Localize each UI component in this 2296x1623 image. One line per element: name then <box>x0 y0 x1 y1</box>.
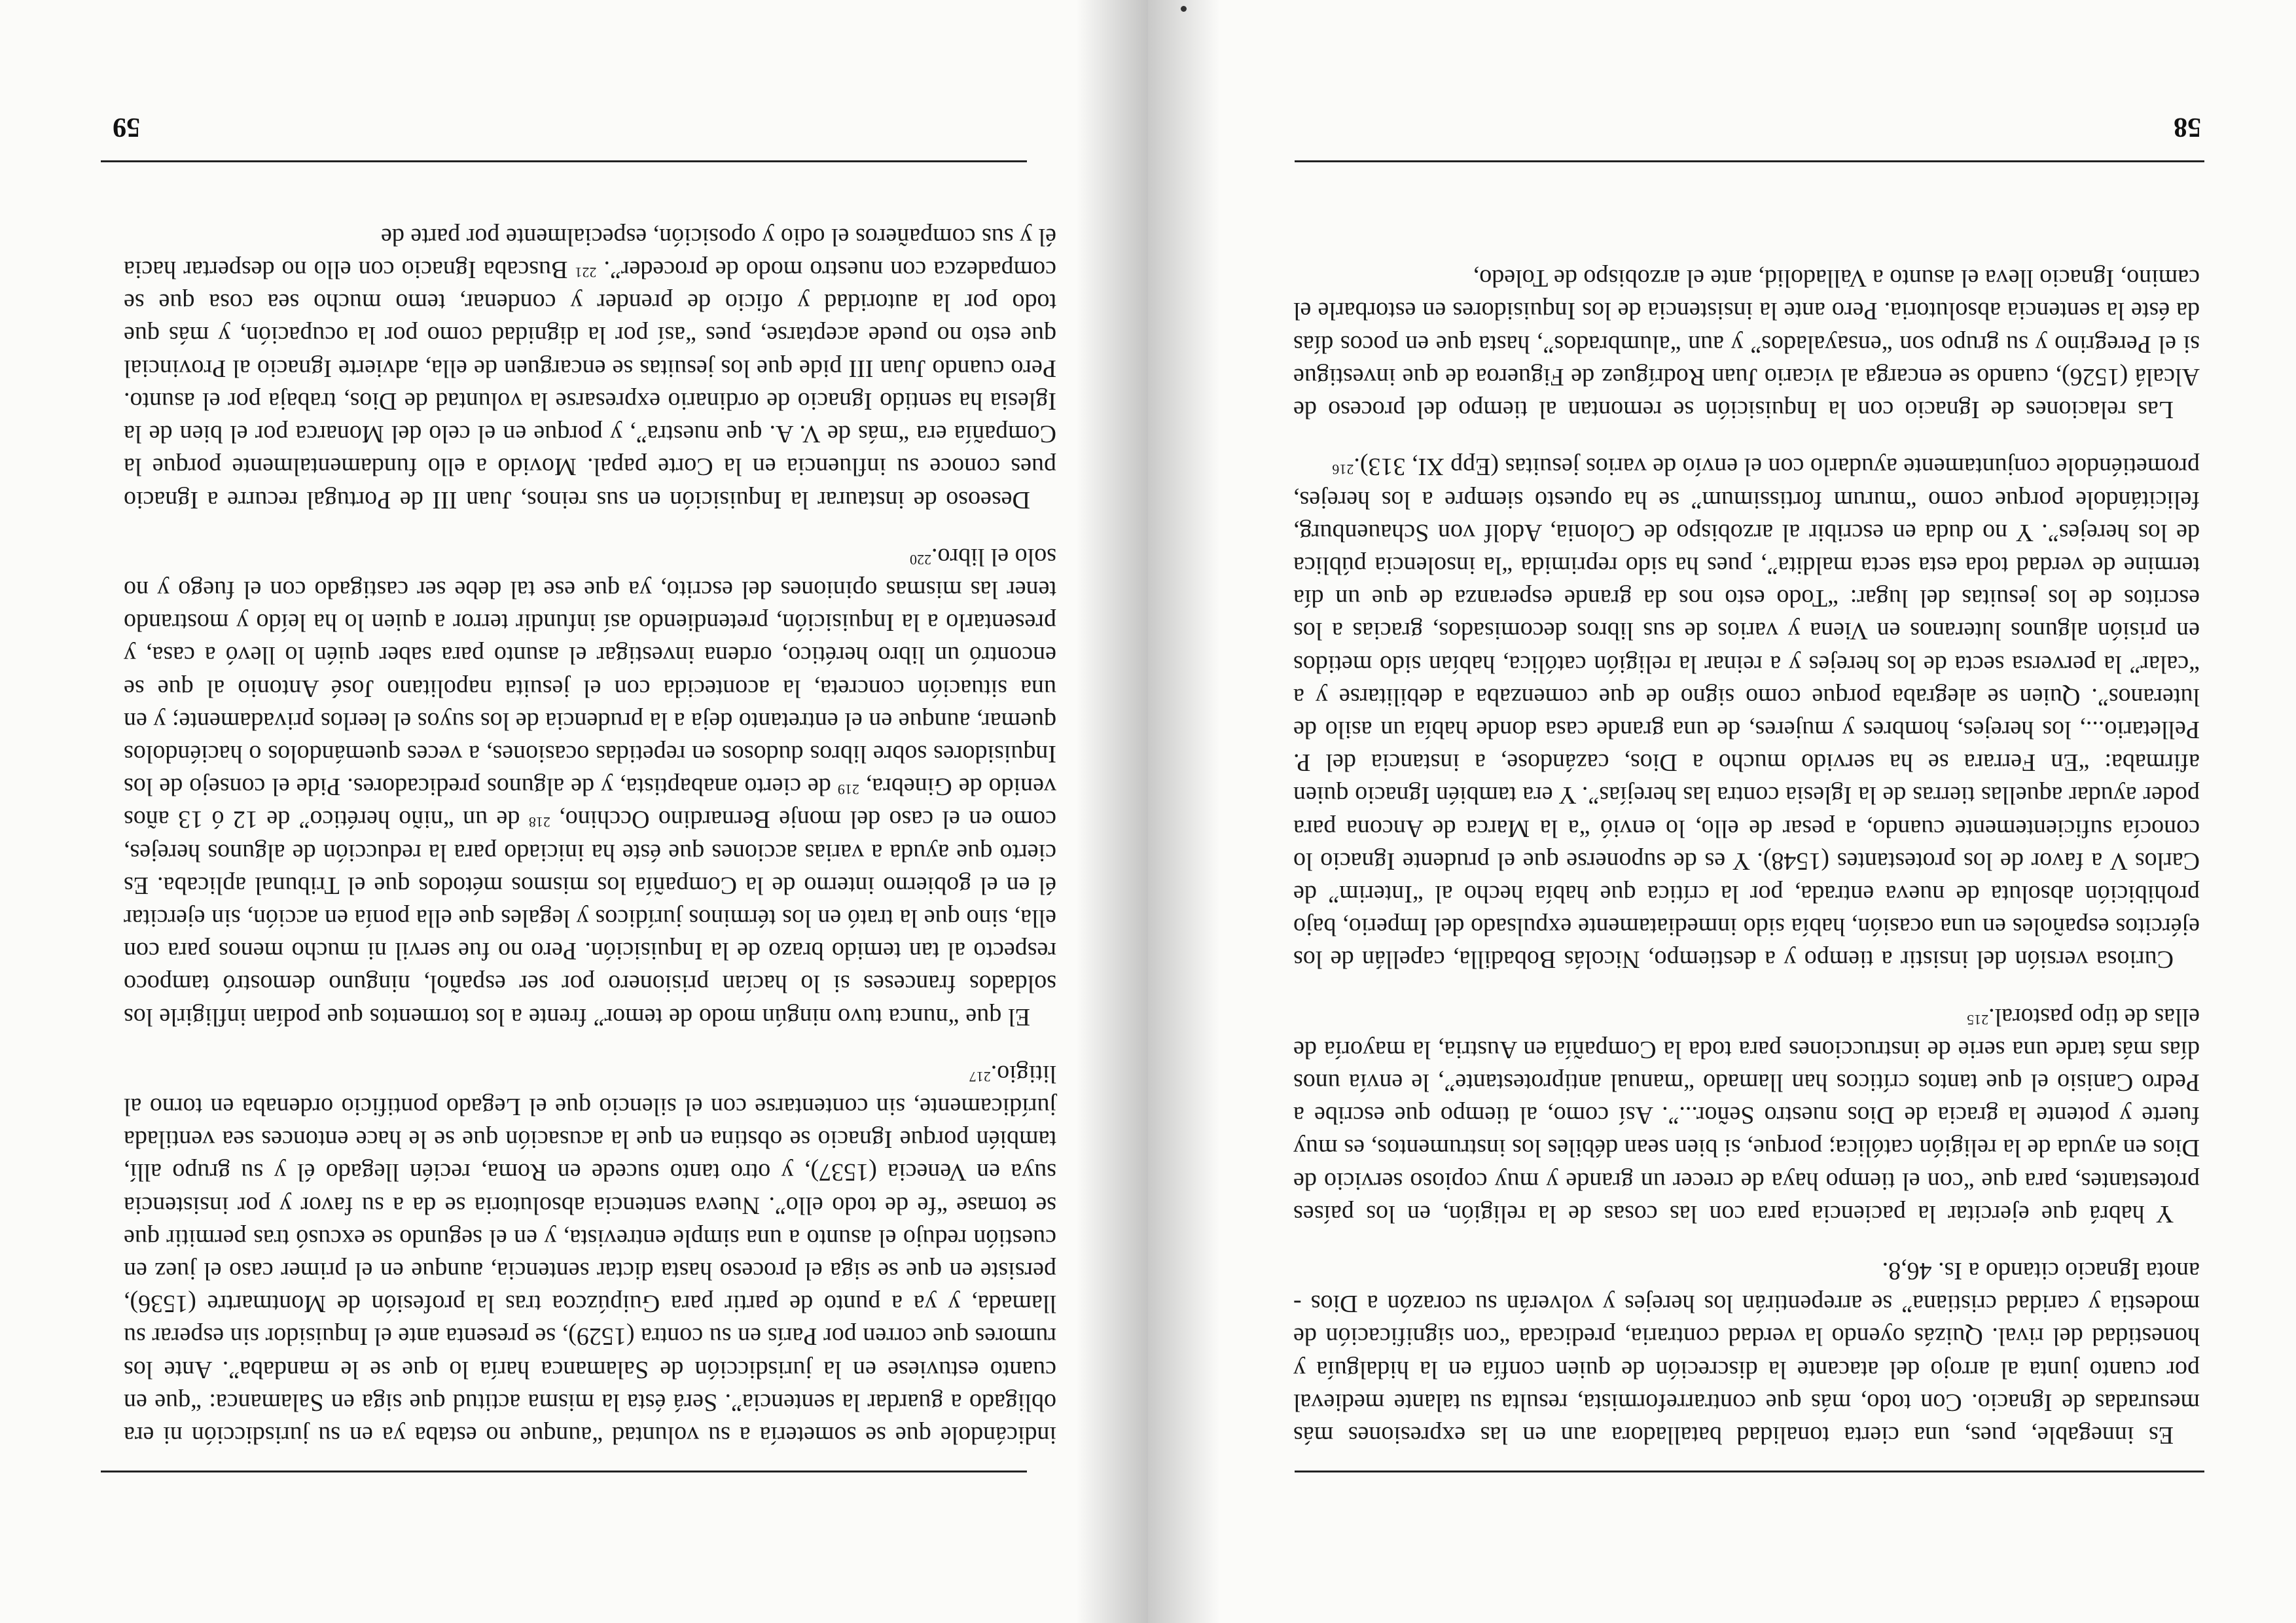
paragraph-text: Las relaciones de Ignacio con la Inquisición se remontan al tiempo del proceso de Alcalá (1526), cuando se encarga al vicario Juan Rodríguez de Figueroa de que investigue si el Peregrino y su grupo son “ensayalados” y aun “alumbrados”, hasta que en pocos días da éste la sentencia absolutoria. Pero ante la insistencia de los Inquisidores en estorbarle el camino, Ignacio lleva el asunto a Valladolid, ante el arzobispo de Toledo, <box>1293 264 2200 424</box>
scan-smudge <box>1181 6 1187 12</box>
footnote-ref: 220 <box>909 551 931 568</box>
paragraph <box>1293 1000 2200 1230</box>
paragraph <box>1293 450 2200 976</box>
paragraph <box>124 541 1056 1033</box>
paragraph-text: indicándole que se sometería a su voluntad “aunque no estaba ya en su jurisdicción ni era obligado a guardar la sentencia”. Será ésta la misma actitud que siga en Salamanca: “que en cuanto estuviese en la jurisdicción de Salamanca haría lo que se le mandaba”. Ante los rumores que corren por París en su contra (1529), se presenta ante el Inquisidor sin esperar su llamada, y ya a punto de partir para Guipúzcoa tras la profesión de Montmartre (1536), persiste en que se siga el proceso hasta dictar sentencia, aunque en el primer caso el juez en cuestión redujo el asunto a una simple entrevista, y en el segundo se excusó tras permitir que se tomase “fe de todo ello”. Nueva sentencia absolutoria se da a su favor y por insistencia suya en Venecia (1537), y otro tanto sucede en Roma, recién llegado él y su grupo allí, también porque Ignacio se obstina en que la acusación que se le hace entonces sea ventilada jurídicamente, sin contentarse con el silencio que el Legado pontificio ordenaba en torno al litigio. <box>124 1060 1056 1449</box>
page-number: 59 <box>113 112 140 142</box>
top-rule <box>101 1471 1027 1472</box>
bottom-rule <box>1295 160 2204 162</box>
page-number: 58 <box>2174 112 2201 142</box>
page-58 <box>1148 0 2296 1623</box>
top-rule <box>1295 1471 2204 1472</box>
paragraph <box>124 1058 1056 1452</box>
bottom-rule <box>101 160 1027 162</box>
footnote-ref: 219 <box>837 781 859 798</box>
paragraph-text: Deseoso de instaurar la Inquisición en sus reinos, Juan III de Portugal recurre a Ignacio pues conoce su influencia en la Corte papal. Movido a ello fundamentalmente porque la Compañía era “más de V. A. que nuestra”, y porque en el celo del Monarca por el bien de la Iglesia ha sentido Ignacio de ordinario expresarse la voluntad de Dios, trabaja por el asunto. Pero cuando Juan III pide que los jesuitas se encarguen de ella, advierte Ignacio al Provincial que esto no puede aceptarse, pues “así por la dignidad como por la ocupación, y más que todo por la autoridad y oficio de prender y condenar, temo mucho sea cosa que se compadezca con nuestro modo de proceder”. $^{221}$ Buscaba Ignacio con ello no despertar hacia él y sus compañeros el odio y oposición, especialmente por parte de <box>124 223 1056 514</box>
paragraph <box>1293 262 2200 426</box>
paragraph-text: Y habrá que ejercitar la paciencia para con las cosas de la religión, en los países protestantes, para que “con el tiempo haya de crecer un grande y muy copioso servicio de Dios en ayuda de la religión católica; porque, si bien sean débiles los instrumentos, es muy fuerte y potente la gracia de Dios nuestro Señor...”. Así como, al tiempo que escribe a Pedro Canisio el que tantos críticos han llamado “manual antiprotestante”, le envía unos días más tarde una serie de instrucciones para toda la Compañía en Austria, la mayoría de ellas de tipo pastoral. <box>1293 1003 2200 1228</box>
paragraph-text: Es innegable, pues, una cierta tonalidad batalladora aun en las expresiones más mesuradas de Ignacio. Con todo, más que contrarreformista, resulta su talante medieval por cuanto junta al arrojo del atacante la discreción de quien confía en la hidalguía y honestidad del rival. Quizás oyendo la verdad contraria, predicada “con significación de modestia y caridad cristiana” se arrepentirán los herejes y volverán su corazón a Dios - anota Ignacio citando a Is. 46,8. <box>1293 1257 2200 1449</box>
paragraph <box>1293 1255 2200 1452</box>
paragraph-text: Curiosa versión del insistir a tiempo y a destiempo, Nicolás Bobadilla, capellán de los ejércitos españoles en una ocasión, había sido inmediatamente expulsado del Imperio, bajo prohibición absoluta de nueva entrada, por la crítica que había hecho al “Interim” de Carlos V a favor de los protestantes (1548). Y es de suponerse que el prudente Ignacio lo conocía suficientemente cuando, a pesar de ello, lo envió “a la Marca de Ancona para poder ayudar aquellas tierras de la Iglesia contra las herejías”. Y era también Ignacio quien afirmaba: “En Ferrara se ha servido mucho a Dios, cazándose, a instancia del P. Pelletario..., los herejes, hombres y mujeres, de una grande casa donde había un asilo de luteranos”. Quien se alegraba porque como signo de que comenzaba a debilitarse y a “calar” la perversa secta de los herejes y a reinar la religión católica, habían sido metidos en prisión algunos luteranos en Viena y varios de sus libros decomisados, gracias a los escritos de los jesuitas del lugar: “Todo esto nos da grande esperanza de que un día termine de verdad toda esta secta maldita”, pues ha sido reprimida “la insolencia pública de los herejes”. Y no duda en escribir al arzobispo de Colonia, Adolf von Schauenburg, felicitándole porque como “murum fortissimum” se ha opuesto siempre a los herejes, prometiéndole conjuntamente ayudarlo con el envío de varios jesuitas (Epp XI, 313). <box>1293 453 2200 974</box>
footnote-ref: 217 <box>969 1068 991 1085</box>
paragraph-text: El que “nunca tuvo ningún modo de temor” frente a los tormentos que podían infligirle los soldados franceses si lo hacían prisionero por ser español, ninguno demostró tampoco respecto al tan temido brazo de la Inquisición. Pero no fue servil ni mucho menos para con ella, sino que la trató en los términos jurídicos y legales que ella ponía en acción, sin ejercitar él en el gobierno interno de la Compañía los mismos métodos que el Tribunal aplicaba. Es cierto que ayuda a varias acciones que éste ha iniciado para la reducción de algunos herejes, como en el caso del monje Bernardino Occhino, $^{218}$ de un “niño herético” de 12 ó 13 años venido de Ginebra, $^{219}$ de cierto anabaptista, y de algunos predicadores. Pide el consejo de los Inquisidores sobre libros dudosos en repetidas ocasiones, a veces quemándolos o haciéndolos quemar, aunque en el entretanto deja a la prudencia de los suyos el leerlos privadamente; y en una situación concreta, la acontecida con el jesuita napolitano José Antonio al que se encontró un libro herético, ordena investigar el asunto para saber quién lo llevó a casa, y presentarlo a la Inquisición, pretendiendo así infundir terror a quien lo ha leído y mostrando tener las mismas opiniones del escrito, ya que ese tal debe ser castigado con el fuego y no solo el libro. <box>124 543 1056 1031</box>
paragraph <box>124 221 1056 516</box>
page-58-text <box>1293 262 2200 1452</box>
page-59-text <box>124 221 1056 1452</box>
footnote-ref: 216 <box>1332 461 1354 478</box>
footnote-ref: 218 <box>528 814 550 831</box>
footnote-ref: 215 <box>1967 1011 1989 1028</box>
footnote-ref: 221 <box>575 264 597 281</box>
